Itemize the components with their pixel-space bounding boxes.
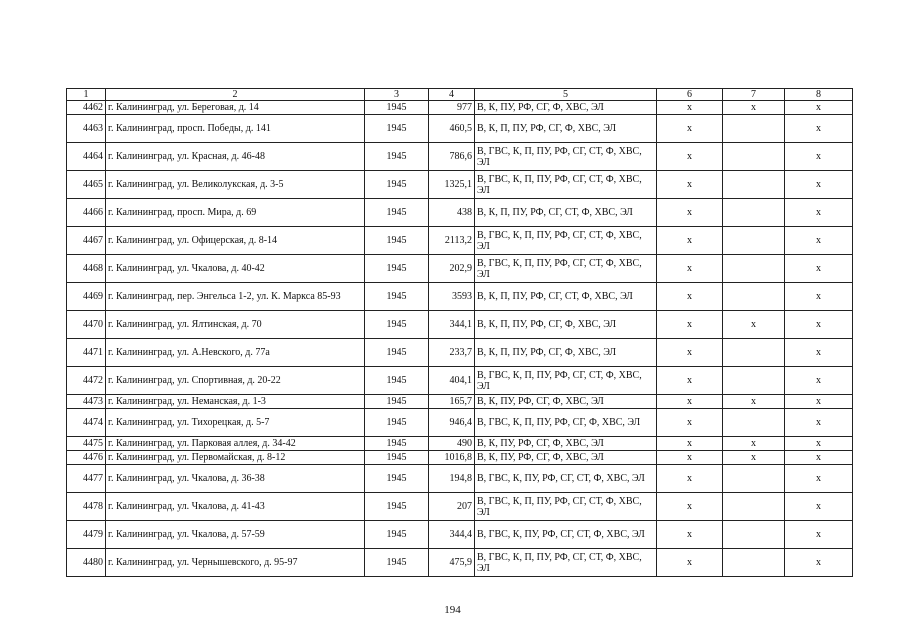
row-id: 4473 bbox=[67, 395, 106, 409]
row-col7-mark bbox=[723, 549, 785, 577]
row-address: г. Калининград, ул. Чкалова, д. 57-59 bbox=[106, 521, 365, 549]
row-col7-mark bbox=[723, 171, 785, 199]
row-col8-mark: х bbox=[785, 465, 853, 493]
table-row bbox=[67, 311, 853, 339]
row-services: В, ГВС, К, П, ПУ, РФ, СГ, СТ, Ф, ХВС, ЭЛ bbox=[475, 143, 657, 171]
row-services: В, К, П, ПУ, РФ, СГ, Ф, ХВС, ЭЛ bbox=[475, 311, 657, 339]
row-area: 165,7 bbox=[429, 395, 475, 409]
row-area: 202,9 bbox=[429, 255, 475, 283]
row-services: В, ГВС, К, ПУ, РФ, СГ, СТ, Ф, ХВС, ЭЛ bbox=[475, 465, 657, 493]
row-col7-mark bbox=[723, 409, 785, 437]
column-number-7: 7 bbox=[723, 89, 785, 101]
row-id: 4468 bbox=[67, 255, 106, 283]
row-col8-mark: х bbox=[785, 199, 853, 227]
row-services: В, ГВС, К, П, ПУ, РФ, СГ, СТ, Ф, ХВС, ЭЛ bbox=[475, 227, 657, 255]
row-col7-mark bbox=[723, 465, 785, 493]
row-col6-mark: х bbox=[657, 409, 723, 437]
row-id: 4465 bbox=[67, 171, 106, 199]
row-id: 4469 bbox=[67, 283, 106, 311]
row-col8-mark: х bbox=[785, 227, 853, 255]
row-col7-mark bbox=[723, 199, 785, 227]
row-col7-mark: х bbox=[723, 311, 785, 339]
row-col6-mark: х bbox=[657, 101, 723, 115]
row-col6-mark: х bbox=[657, 283, 723, 311]
row-services: В, ГВС, К, П, ПУ, РФ, СГ, СТ, Ф, ХВС, ЭЛ bbox=[475, 549, 657, 577]
row-area: 194,8 bbox=[429, 465, 475, 493]
row-address: г. Калининград, ул. Спортивная, д. 20-22 bbox=[106, 367, 365, 395]
row-services: В, К, П, ПУ, РФ, СГ, Ф, ХВС, ЭЛ bbox=[475, 339, 657, 367]
table-row bbox=[67, 255, 853, 283]
row-year: 1945 bbox=[365, 451, 429, 465]
row-services: В, К, П, ПУ, РФ, СГ, СТ, Ф, ХВС, ЭЛ bbox=[475, 199, 657, 227]
table-row bbox=[67, 199, 853, 227]
row-services: В, К, П, ПУ, РФ, СГ, СТ, Ф, ХВС, ЭЛ bbox=[475, 283, 657, 311]
row-col6-mark: х bbox=[657, 521, 723, 549]
table-row bbox=[67, 437, 853, 451]
table-row bbox=[67, 409, 853, 437]
row-services: В, ГВС, К, П, ПУ, РФ, СГ, Ф, ХВС, ЭЛ bbox=[475, 409, 657, 437]
row-area: 438 bbox=[429, 199, 475, 227]
table-row bbox=[67, 143, 853, 171]
row-area: 460,5 bbox=[429, 115, 475, 143]
row-address: г. Калининград, ул. Великолукская, д. 3-5 bbox=[106, 171, 365, 199]
row-year: 1945 bbox=[365, 549, 429, 577]
row-col7-mark bbox=[723, 493, 785, 521]
row-id: 4466 bbox=[67, 199, 106, 227]
row-col7-mark bbox=[723, 283, 785, 311]
row-col7-mark bbox=[723, 115, 785, 143]
housing-registry-table bbox=[66, 88, 853, 577]
row-id: 4470 bbox=[67, 311, 106, 339]
row-col7-mark bbox=[723, 143, 785, 171]
row-address: г. Калининград, ул. Тихорецкая, д. 5-7 bbox=[106, 409, 365, 437]
row-col6-mark: х bbox=[657, 367, 723, 395]
row-year: 1945 bbox=[365, 143, 429, 171]
column-number-6: 6 bbox=[657, 89, 723, 101]
column-number-2: 2 bbox=[106, 89, 365, 101]
row-services: В, ГВС, К, П, ПУ, РФ, СГ, СТ, Ф, ХВС, ЭЛ bbox=[475, 367, 657, 395]
row-address: г. Калининград, просп. Победы, д. 141 bbox=[106, 115, 365, 143]
row-col7-mark bbox=[723, 255, 785, 283]
row-col8-mark: х bbox=[785, 115, 853, 143]
row-col8-mark: х bbox=[785, 339, 853, 367]
row-area: 1325,1 bbox=[429, 171, 475, 199]
row-col7-mark: х bbox=[723, 395, 785, 409]
row-col8-mark: х bbox=[785, 311, 853, 339]
row-col8-mark: х bbox=[785, 395, 853, 409]
row-col8-mark: х bbox=[785, 521, 853, 549]
row-id: 4478 bbox=[67, 493, 106, 521]
row-area: 946,4 bbox=[429, 409, 475, 437]
row-address: г. Калининград, ул. Красная, д. 46-48 bbox=[106, 143, 365, 171]
row-id: 4464 bbox=[67, 143, 106, 171]
row-area: 207 bbox=[429, 493, 475, 521]
row-col7-mark: х bbox=[723, 101, 785, 115]
row-id: 4477 bbox=[67, 465, 106, 493]
row-services: В, ГВС, К, П, ПУ, РФ, СГ, СТ, Ф, ХВС, ЭЛ bbox=[475, 171, 657, 199]
row-id: 4463 bbox=[67, 115, 106, 143]
row-col6-mark: х bbox=[657, 227, 723, 255]
row-col7-mark bbox=[723, 521, 785, 549]
row-col6-mark: х bbox=[657, 465, 723, 493]
row-area: 1016,8 bbox=[429, 451, 475, 465]
row-col8-mark: х bbox=[785, 143, 853, 171]
row-year: 1945 bbox=[365, 255, 429, 283]
row-col8-mark: х bbox=[785, 409, 853, 437]
row-col7-mark: х bbox=[723, 451, 785, 465]
row-address: г. Калининград, ул. Ялтинская, д. 70 bbox=[106, 311, 365, 339]
column-number-5: 5 bbox=[475, 89, 657, 101]
row-services: В, ГВС, К, П, ПУ, РФ, СГ, СТ, Ф, ХВС, ЭЛ bbox=[475, 255, 657, 283]
row-col6-mark: х bbox=[657, 255, 723, 283]
row-year: 1945 bbox=[365, 395, 429, 409]
row-col6-mark: х bbox=[657, 549, 723, 577]
column-number-8: 8 bbox=[785, 89, 853, 101]
row-col6-mark: х bbox=[657, 311, 723, 339]
row-area: 3593 bbox=[429, 283, 475, 311]
row-col7-mark: х bbox=[723, 437, 785, 451]
row-address: г. Калининград, ул. Офицерская, д. 8-14 bbox=[106, 227, 365, 255]
row-area: 977 bbox=[429, 101, 475, 115]
row-col6-mark: х bbox=[657, 143, 723, 171]
row-col8-mark: х bbox=[785, 549, 853, 577]
row-address: г. Калининград, ул. Чкалова, д. 41-43 bbox=[106, 493, 365, 521]
table-row bbox=[67, 283, 853, 311]
row-year: 1945 bbox=[365, 311, 429, 339]
row-address: г. Калининград, ул. Чернышевского, д. 95-97 bbox=[106, 549, 365, 577]
row-year: 1945 bbox=[365, 367, 429, 395]
row-address: г. Калининград, ул. А.Невского, д. 77а bbox=[106, 339, 365, 367]
row-area: 786,6 bbox=[429, 143, 475, 171]
row-area: 404,1 bbox=[429, 367, 475, 395]
page-number: 194 bbox=[444, 604, 461, 616]
row-id: 4474 bbox=[67, 409, 106, 437]
row-services: В, ГВС, К, П, ПУ, РФ, СГ, СТ, Ф, ХВС, ЭЛ bbox=[475, 493, 657, 521]
table-row bbox=[67, 101, 853, 115]
row-address: г. Калининград, ул. Неманская, д. 1-3 bbox=[106, 395, 365, 409]
row-col6-mark: х bbox=[657, 395, 723, 409]
row-id: 4475 bbox=[67, 437, 106, 451]
table-row bbox=[67, 465, 853, 493]
table-row bbox=[67, 549, 853, 577]
table-row bbox=[67, 521, 853, 549]
table-row bbox=[67, 493, 853, 521]
row-area: 2113,2 bbox=[429, 227, 475, 255]
row-col7-mark bbox=[723, 227, 785, 255]
row-services: В, К, ПУ, РФ, СГ, Ф, ХВС, ЭЛ bbox=[475, 101, 657, 115]
row-col8-mark: х bbox=[785, 493, 853, 521]
row-address: г. Калининград, ул. Первомайская, д. 8-12 bbox=[106, 451, 365, 465]
row-year: 1945 bbox=[365, 465, 429, 493]
table-row bbox=[67, 451, 853, 465]
row-col7-mark bbox=[723, 367, 785, 395]
table-row bbox=[67, 171, 853, 199]
row-year: 1945 bbox=[365, 171, 429, 199]
row-id: 4462 bbox=[67, 101, 106, 115]
row-id: 4467 bbox=[67, 227, 106, 255]
row-address: г. Калининград, ул. Парковая аллея, д. 34-42 bbox=[106, 437, 365, 451]
row-address: г. Калининград, ул. Береговая, д. 14 bbox=[106, 101, 365, 115]
row-col6-mark: х bbox=[657, 115, 723, 143]
row-year: 1945 bbox=[365, 227, 429, 255]
row-year: 1945 bbox=[365, 493, 429, 521]
row-id: 4476 bbox=[67, 451, 106, 465]
row-services: В, К, ПУ, РФ, СГ, Ф, ХВС, ЭЛ bbox=[475, 451, 657, 465]
row-services: В, К, ПУ, РФ, СГ, Ф, ХВС, ЭЛ bbox=[475, 437, 657, 451]
row-col8-mark: х bbox=[785, 255, 853, 283]
row-year: 1945 bbox=[365, 199, 429, 227]
row-address: г. Калининград, ул. Чкалова, д. 40-42 bbox=[106, 255, 365, 283]
table-row bbox=[67, 367, 853, 395]
row-id: 4472 bbox=[67, 367, 106, 395]
row-address: г. Калининград, просп. Мира, д. 69 bbox=[106, 199, 365, 227]
column-number-1: 1 bbox=[67, 89, 106, 101]
row-year: 1945 bbox=[365, 101, 429, 115]
row-col8-mark: х bbox=[785, 101, 853, 115]
row-col7-mark bbox=[723, 339, 785, 367]
row-col6-mark: х bbox=[657, 451, 723, 465]
row-year: 1945 bbox=[365, 437, 429, 451]
table-row bbox=[67, 115, 853, 143]
row-col8-mark: х bbox=[785, 367, 853, 395]
column-number-row bbox=[67, 89, 853, 101]
row-col8-mark: х bbox=[785, 437, 853, 451]
row-year: 1945 bbox=[365, 339, 429, 367]
row-area: 233,7 bbox=[429, 339, 475, 367]
row-col6-mark: х bbox=[657, 339, 723, 367]
row-col8-mark: х bbox=[785, 451, 853, 465]
row-year: 1945 bbox=[365, 521, 429, 549]
row-address: г. Калининград, пер. Энгельса 1-2, ул. К. Маркса 85-93 bbox=[106, 283, 365, 311]
row-area: 344,4 bbox=[429, 521, 475, 549]
table-row bbox=[67, 227, 853, 255]
row-area: 490 bbox=[429, 437, 475, 451]
row-col8-mark: х bbox=[785, 171, 853, 199]
row-id: 4480 bbox=[67, 549, 106, 577]
row-col6-mark: х bbox=[657, 171, 723, 199]
row-id: 4471 bbox=[67, 339, 106, 367]
row-col6-mark: х bbox=[657, 437, 723, 451]
row-col6-mark: х bbox=[657, 493, 723, 521]
table-row bbox=[67, 339, 853, 367]
row-col6-mark: х bbox=[657, 199, 723, 227]
column-number-3: 3 bbox=[365, 89, 429, 101]
row-services: В, К, П, ПУ, РФ, СГ, Ф, ХВС, ЭЛ bbox=[475, 115, 657, 143]
row-id: 4479 bbox=[67, 521, 106, 549]
row-services: В, ГВС, К, ПУ, РФ, СГ, СТ, Ф, ХВС, ЭЛ bbox=[475, 521, 657, 549]
row-year: 1945 bbox=[365, 409, 429, 437]
row-area: 344,1 bbox=[429, 311, 475, 339]
row-year: 1945 bbox=[365, 115, 429, 143]
row-year: 1945 bbox=[365, 283, 429, 311]
table-row bbox=[67, 395, 853, 409]
row-col8-mark: х bbox=[785, 283, 853, 311]
column-number-4: 4 bbox=[429, 89, 475, 101]
row-area: 475,9 bbox=[429, 549, 475, 577]
table-body bbox=[67, 89, 853, 577]
row-address: г. Калининград, ул. Чкалова, д. 36-38 bbox=[106, 465, 365, 493]
row-services: В, К, ПУ, РФ, СГ, Ф, ХВС, ЭЛ bbox=[475, 395, 657, 409]
